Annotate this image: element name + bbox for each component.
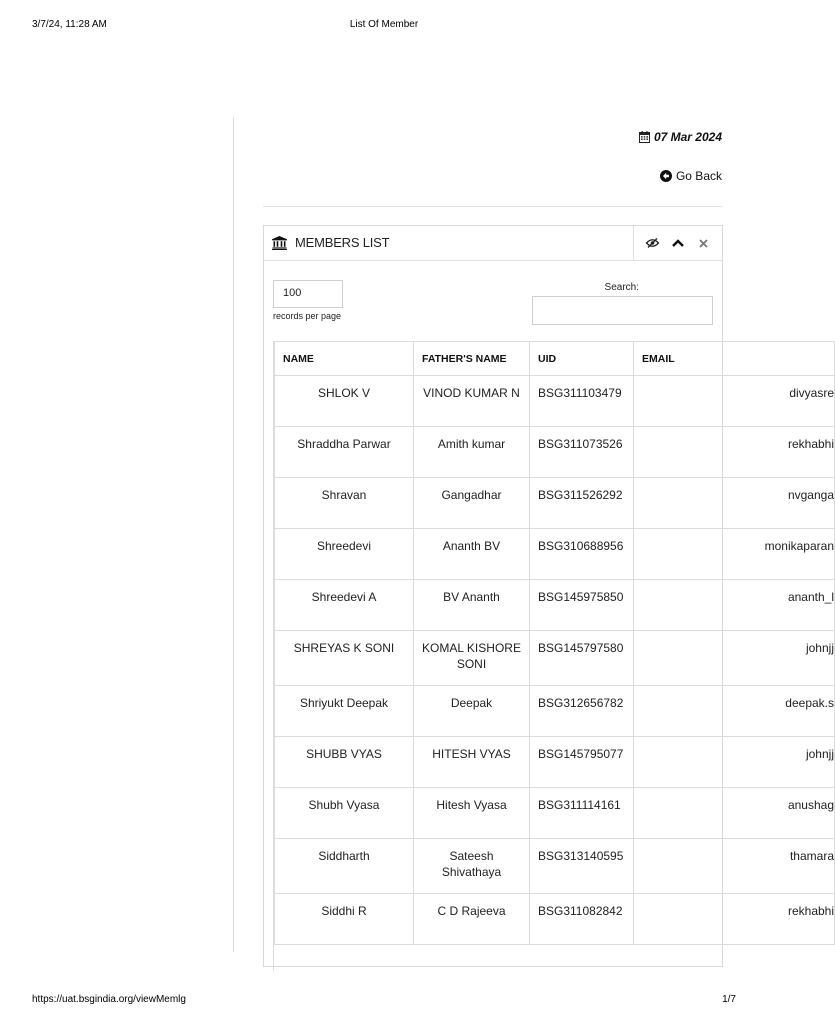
table-row [275, 686, 835, 737]
cell-father: HITESH VYAS [414, 737, 530, 788]
cell-father: Gangadhar [414, 478, 530, 529]
cell-name: Shriyukt Deepak [275, 686, 414, 737]
cell-father: Amith kumar [414, 427, 530, 478]
cell-email: ananth_l [634, 580, 835, 631]
cell-uid: BSG313140595 [530, 839, 634, 894]
cell-uid: BSG311103479 [530, 376, 634, 427]
arrow-circle-left-icon [660, 170, 672, 182]
members-list-panel [263, 225, 834, 967]
print-footer [32, 994, 736, 1008]
cell-name: Shraddha Parwar [275, 427, 414, 478]
cell-email: johnjj [634, 737, 835, 788]
table-row [275, 788, 835, 839]
cell-name: Shubh Vyasa [275, 788, 414, 839]
records-per-page-label: records per page [273, 311, 342, 321]
cell-uid: BSG145975850 [530, 580, 634, 631]
eye-slash-icon [646, 238, 659, 248]
table-header-row [275, 342, 835, 376]
cell-father: KOMAL KISHORE SONI [414, 631, 530, 686]
cell-uid: BSG312656782 [530, 686, 634, 737]
table-row [275, 427, 835, 478]
table-row [275, 839, 835, 894]
panel-header [264, 226, 722, 261]
cell-name: Shreedevi [275, 529, 414, 580]
search-input[interactable] [532, 296, 713, 325]
cell-name: Siddhi R [275, 894, 414, 945]
table-row [275, 478, 835, 529]
current-date [639, 130, 722, 144]
cell-email: divyasre [634, 376, 835, 427]
members-table [274, 341, 835, 945]
table-row [275, 894, 835, 945]
cell-email: nvganga [634, 478, 835, 529]
header-divider [263, 206, 722, 207]
cell-email: rekhabhi [634, 427, 835, 478]
records-per-page-select[interactable]: 100 [273, 280, 343, 308]
cell-father: Deepak [414, 686, 530, 737]
bank-icon [272, 236, 287, 250]
date-text: 07 Mar 2024 [653, 130, 722, 144]
collapse-button[interactable] [671, 236, 685, 250]
cell-uid: BSG145795077 [530, 737, 634, 788]
cell-uid: BSG310688956 [530, 529, 634, 580]
table-row [275, 631, 835, 686]
cell-name: SHREYAS K SONI [275, 631, 414, 686]
table-row [275, 737, 835, 788]
close-button[interactable] [697, 236, 711, 250]
panel-toolbar [633, 226, 722, 260]
cell-uid: BSG311082842 [530, 894, 634, 945]
panel-title-text: MEMBERS LIST [295, 235, 390, 250]
go-back-link[interactable] [660, 169, 722, 183]
cell-name: Shravan [275, 478, 414, 529]
members-table-container [273, 341, 834, 971]
column-header-email[interactable]: EMAIL [634, 342, 835, 376]
cell-name: SHLOK V [275, 376, 414, 427]
column-header-uid[interactable]: UID [530, 342, 634, 376]
cell-email: thamara [634, 839, 835, 894]
print-header [32, 19, 736, 33]
cell-email: deepak.s [634, 686, 835, 737]
print-url: https://uat.bsgindia.org/viewMemlg [32, 994, 186, 1005]
cell-uid: BSG311526292 [530, 478, 634, 529]
print-page-number: 1/7 [722, 994, 736, 1005]
print-datetime: 3/7/24, 11:28 AM [32, 19, 107, 30]
cell-uid: BSG311114161 [530, 788, 634, 839]
search-label: Search: [604, 282, 639, 293]
cell-name: Siddharth [275, 839, 414, 894]
calendar-icon [639, 131, 650, 143]
cell-uid: BSG311073526 [530, 427, 634, 478]
cell-email: monikaparan [634, 529, 835, 580]
table-row [275, 529, 835, 580]
column-header-name[interactable]: NAME [275, 342, 414, 376]
toggle-visibility-button[interactable] [646, 236, 660, 250]
go-back-label: Go Back [675, 169, 722, 183]
table-row [275, 376, 835, 427]
cell-father: Sateesh Shivathaya [414, 839, 530, 894]
cell-name: SHUBB VYAS [275, 737, 414, 788]
cell-father: Hitesh Vyasa [414, 788, 530, 839]
cell-uid: BSG145797580 [530, 631, 634, 686]
cell-father: BV Ananth [414, 580, 530, 631]
close-icon [699, 239, 708, 248]
cell-email: rekhabhi [634, 894, 835, 945]
print-title: List Of Member [349, 19, 419, 30]
column-header-fathers-name[interactable]: FATHER'S NAME [414, 342, 530, 376]
cell-father: VINOD KUMAR N [414, 376, 530, 427]
cell-email: johnjj [634, 631, 835, 686]
cell-name: Shreedevi A [275, 580, 414, 631]
table-row [275, 580, 835, 631]
cell-email: anushag [634, 788, 835, 839]
sidebar-divider [233, 117, 234, 952]
panel-title [272, 235, 389, 250]
cell-father: Ananth BV [414, 529, 530, 580]
chevron-up-icon [672, 239, 684, 247]
cell-father: C D Rajeeva [414, 894, 530, 945]
